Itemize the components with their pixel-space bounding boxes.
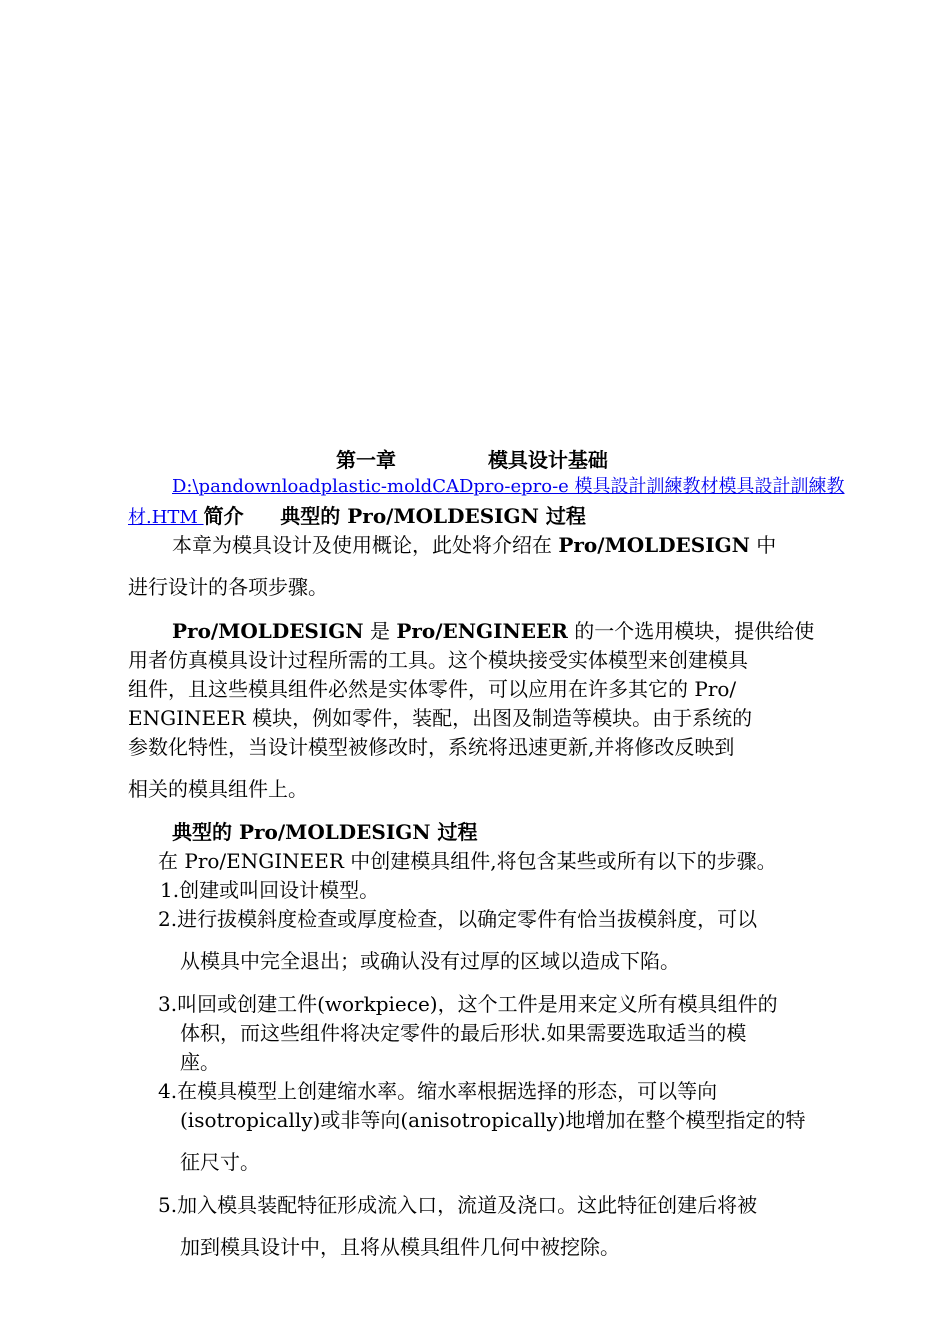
step-5-line-2: 加到模具设计中，且将从模具组件几何中被挖除。 (180, 1235, 620, 1259)
para1-text: 本章为模具设计及使用概论，此处将介绍在 (172, 533, 559, 557)
chapter-heading (336, 447, 608, 473)
para2-line-6: 相关的模具组件上。 (128, 777, 308, 801)
para2-line-5: 参数化特性，当设计模型被修改时，系统将迅速更新,并将修改反映到 (128, 735, 735, 759)
para2-product-2: Pro/ENGINEER (396, 619, 568, 643)
file-link-part-2[interactable]: 材.HTM (128, 507, 204, 528)
step-3-line-1: 3.叫回或创建工件(workpiece)，这个工件是用来定义所有模具组件的 (158, 992, 778, 1016)
para2-line-3: 组件，且这些模具组件必然是实体零件，可以应用在许多其它的 Pro/ (128, 677, 737, 701)
step-4-line-3: 征尺寸。 (180, 1150, 260, 1174)
section2-intro: 在 Pro/ENGINEER 中创建模具组件,将包含某些或所有以下的步骤。 (158, 849, 777, 873)
para2-line-4: ENGINEER 模块，例如零件，装配，出图及制造等模块。由于系统的 (128, 706, 753, 730)
intro-heading-line (128, 503, 586, 531)
para2-product: Pro/MOLDESIGN (172, 619, 364, 643)
intro-heading: 简介 (203, 504, 244, 528)
para2-text-end: 的一个选用模块，提供给使 (567, 619, 815, 643)
para2-text: 是 (363, 619, 397, 643)
para1-text-end: 中 (749, 533, 777, 557)
para2-line-1 (172, 618, 814, 644)
step-3-line-2: 体积，而这些组件将决定零件的最后形状.如果需要选取适当的模 (180, 1021, 747, 1045)
step-2-line-1: 2.进行拔模斜度检查或厚度检查，以确定零件有恰当拔模斜度，可以 (158, 907, 758, 931)
file-link-part-1[interactable]: D:\pandownloadplastic-moldCADpro-epro-e 模具設計訓練教材模具設計訓練教 (172, 476, 845, 497)
para1-line-1 (172, 532, 776, 558)
para1-line-2: 进行设计的各项步骤。 (128, 575, 328, 599)
process-heading: 典型的 Pro/MOLDESIGN 过程 (280, 504, 586, 528)
chapter-title: 模具设计基础 (487, 448, 608, 472)
step-3-line-3: 座。 (180, 1050, 220, 1074)
chapter-label: 第一章 (336, 448, 396, 472)
para2-line-2: 用者仿真模具设计过程所需的工具。这个模块接受实体模型来创建模具 (128, 648, 748, 672)
step-5-line-1: 5.加入模具装配特征形成流入口，流道及浇口。这此特征创建后将被 (158, 1193, 758, 1217)
step-2-line-2: 从模具中完全退出；或确认没有过厚的区域以造成下陷。 (180, 949, 680, 973)
para1-product: Pro/MOLDESIGN (558, 533, 750, 557)
step-4-line-1: 4.在模具模型上创建缩水率。缩水率根据选择的形态，可以等向 (158, 1079, 718, 1103)
file-link-line-1 (172, 474, 845, 500)
step-1: 1.创建或叫回设计模型。 (160, 878, 380, 902)
step-4-line-2: (isotropically)或非等向(anisotropically)地增加在整个模型指定的特 (180, 1108, 806, 1132)
section2-heading: 典型的 Pro/MOLDESIGN 过程 (172, 820, 478, 844)
